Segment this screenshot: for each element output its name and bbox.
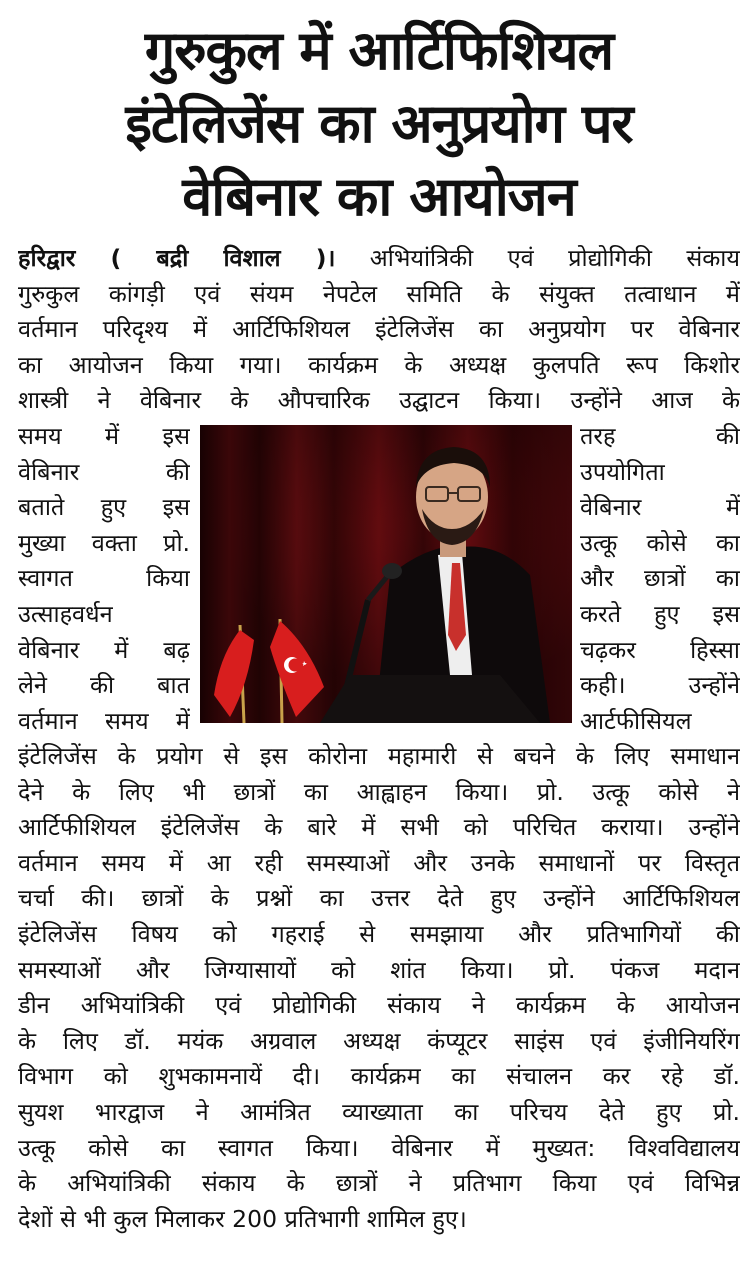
article-line: चढ़कर हिस्सा bbox=[580, 635, 740, 664]
article-line: देशों से भी कुल मिलाकर 200 प्रतिभागी शामिल हुए। bbox=[18, 1204, 467, 1233]
article-body bbox=[18, 241, 740, 1237]
article-line: के लिए डॉ. मयंक अग्रवाल अध्यक्ष कंप्यूटर साइंस एवं इंजीनियरिंग bbox=[18, 1026, 740, 1055]
headline-line-1: गुरुकुल में आर्टिफिशियल bbox=[144, 19, 614, 82]
article-line: विभाग को शुभकामनायें दी। कार्यक्रम का संचालन कर रहे डॉ. bbox=[18, 1062, 740, 1091]
article-line: मुख्या वक्ता प्रो. bbox=[18, 528, 190, 557]
article-line: गुरुकुल कांगड़ी एवं संयम नेपटेल समिति के संयुक्त तत्वाधान में bbox=[18, 279, 740, 308]
headline-line-2: इंटेलिजेंस का अनुप्रयोग पर bbox=[125, 92, 633, 155]
article-line: कही। उन्होंने bbox=[580, 671, 740, 700]
article-line: आर्टफीसियल bbox=[580, 706, 692, 735]
article-line: शास्त्री ने वेबिनार के औपचारिक उद्घाटन किया। उन्होंने आज के bbox=[18, 386, 740, 415]
article-line: चर्चा की। छात्रों के प्रश्नों का उत्तर देते हुए उन्होंने आर्टिफिशियल bbox=[18, 884, 740, 913]
headline-line-3: वेबिनार का आयोजन bbox=[182, 165, 576, 228]
article-line: देने के लिए भी छात्रों का आह्वाहन किया। प्रो. उत्कू कोसे ने bbox=[18, 777, 740, 806]
article-line: बताते हुए इस bbox=[18, 493, 190, 522]
article-line: समय में इस bbox=[18, 421, 190, 450]
speaker-photo bbox=[200, 425, 572, 723]
byline: हरिद्वार ( बद्री विशाल )। bbox=[18, 244, 336, 272]
article-line: डीन अभियांत्रिकी एवं प्रोद्योगिकी संकाय ने कार्यक्रम के आयोजन bbox=[18, 991, 740, 1020]
article-line: वेबिनार में बढ़ bbox=[18, 635, 190, 664]
headline bbox=[18, 14, 740, 233]
article-line: समस्याओं और जिग्यासायों को शांत किया। प्रो. पंकज मदान bbox=[18, 955, 740, 984]
article-line: के अभियांत्रिकी संकाय के छात्रों ने प्रतिभाग किया एवं विभिन्न bbox=[18, 1169, 740, 1198]
article-line: तरह की bbox=[580, 421, 740, 450]
article-line: इंटेलिजेंस विषय को गहराई से समझाया और प्रतिभागियों की bbox=[18, 919, 740, 948]
article-line: लेने की बात bbox=[18, 671, 190, 700]
article-line: करते हुए इस bbox=[580, 599, 740, 628]
article-line: उत्कू कोसे का स्वागत किया। वेबिनार में मुख्यत: विश्वविद्यालय bbox=[18, 1133, 740, 1162]
article-line: वेबिनार की bbox=[18, 457, 190, 486]
article-line: इंटेलिजेंस के प्रयोग से इस कोरोना महामारी से बचने के लिए समाधान bbox=[18, 741, 740, 770]
article-line: सुयश भारद्वाज ने आमंत्रित व्याख्याता का परिचय देते हुए प्रो. bbox=[18, 1097, 740, 1126]
article-line: वर्तमान समय में bbox=[18, 706, 190, 735]
article-line: स्वागत किया bbox=[18, 564, 190, 593]
photo-wrap-section bbox=[18, 419, 740, 739]
article-line: का आयोजन किया गया। कार्यक्रम के अध्यक्ष कुलपति रूप किशोर bbox=[18, 350, 740, 379]
article-line: हरिद्वार ( बद्री विशाल )। अभियांत्रिकी एवं प्रोद्योगिकी संकाय bbox=[18, 244, 740, 272]
article-line: और छात्रों का bbox=[580, 564, 740, 593]
article-line: वेबिनार में bbox=[580, 493, 740, 522]
left-text-column bbox=[18, 419, 190, 739]
right-text-column bbox=[580, 419, 740, 739]
article-line: उत्कू कोसे का bbox=[580, 528, 740, 557]
article-line: वर्तमान परिदृश्य में आर्टिफिशियल इंटेलिजेंस का अनुप्रयोग पर वेबिनार bbox=[18, 315, 740, 344]
article-line: उपयोगिता bbox=[580, 457, 665, 486]
article-line: उत्साहवर्धन bbox=[18, 599, 113, 628]
article-line: आर्टिफीशियल इंटेलिजेंस के बारे में सभी को परिचित कराया। उन्होंने bbox=[18, 813, 740, 842]
article-line: वर्तमान समय में आ रही समस्याओं और उनके समाधानों पर विस्तृत bbox=[18, 848, 740, 877]
